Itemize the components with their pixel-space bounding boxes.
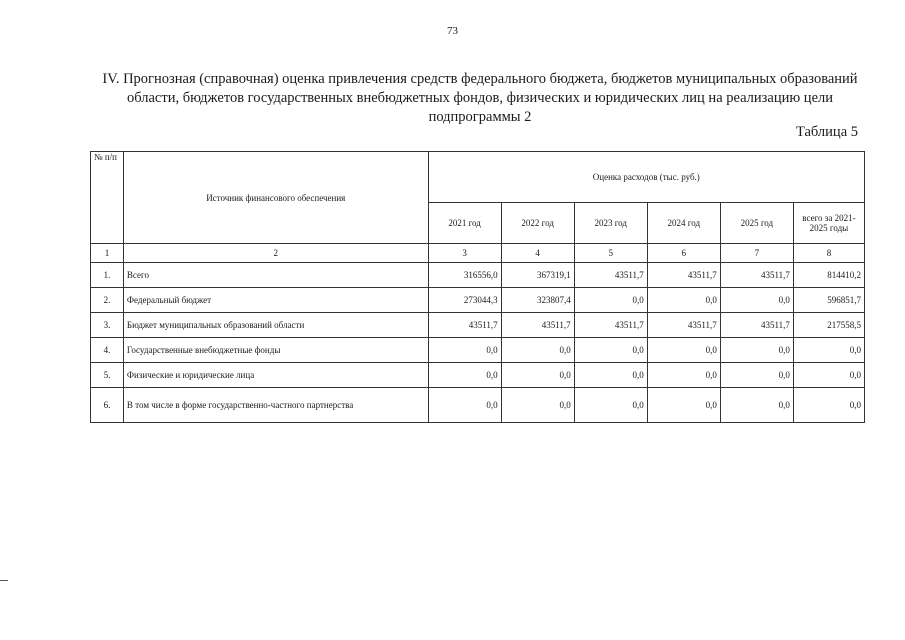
value-cell: 367319,1 xyxy=(501,263,574,288)
value-cell: 0,0 xyxy=(720,363,793,388)
table-row xyxy=(91,263,865,288)
value-cell: 273044,3 xyxy=(428,288,501,313)
header-year-2024: 2024 год xyxy=(647,203,720,244)
row-source: В том числе в форме государственно-частного партнерства xyxy=(123,388,428,423)
value-cell: 217558,5 xyxy=(793,313,864,338)
table-row xyxy=(91,313,865,338)
header-year-2023: 2023 год xyxy=(574,203,647,244)
value-cell: 43511,7 xyxy=(501,313,574,338)
value-cell: 43511,7 xyxy=(647,263,720,288)
header-source: Источник финансового обеспечения xyxy=(123,152,428,244)
value-cell: 323807,4 xyxy=(501,288,574,313)
value-cell: 0,0 xyxy=(793,363,864,388)
header-year-2022: 2022 год xyxy=(501,203,574,244)
row-source: Всего xyxy=(123,263,428,288)
header-year-2025: 2025 год xyxy=(720,203,793,244)
table-row xyxy=(91,388,865,423)
index-cell: 2 xyxy=(123,244,428,263)
row-source: Физические и юридические лица xyxy=(123,363,428,388)
value-cell: 316556,0 xyxy=(428,263,501,288)
value-cell: 0,0 xyxy=(574,338,647,363)
value-cell: 0,0 xyxy=(501,338,574,363)
section-heading: IV. Прогнозная (справочная) оценка привлечения средств федерального бюджета, бюджетов муниципальных образований области, бюджетов государственных внебюджетных фондов, физических и юридических лиц на реализацию цели подпрограммы 2 xyxy=(102,71,858,125)
value-cell: 43511,7 xyxy=(720,263,793,288)
value-cell: 0,0 xyxy=(720,388,793,423)
row-num: 1. xyxy=(91,263,124,288)
header-year-2021: 2021 год xyxy=(428,203,501,244)
value-cell: 43511,7 xyxy=(574,263,647,288)
index-cell: 6 xyxy=(647,244,720,263)
row-num: 5. xyxy=(91,363,124,388)
value-cell: 43511,7 xyxy=(428,313,501,338)
row-num: 3. xyxy=(91,313,124,338)
table-row xyxy=(91,363,865,388)
value-cell: 0,0 xyxy=(574,288,647,313)
value-cell: 0,0 xyxy=(574,363,647,388)
value-cell: 814410,2 xyxy=(793,263,864,288)
header-total: всего за 2021-2025 годы xyxy=(793,203,864,244)
value-cell: 0,0 xyxy=(647,388,720,423)
value-cell: 0,0 xyxy=(720,338,793,363)
value-cell: 596851,7 xyxy=(793,288,864,313)
row-num: 2. xyxy=(91,288,124,313)
value-cell: 0,0 xyxy=(501,388,574,423)
table-row xyxy=(91,288,865,313)
index-cell: 7 xyxy=(720,244,793,263)
value-cell: 43511,7 xyxy=(574,313,647,338)
value-cell: 0,0 xyxy=(428,388,501,423)
value-cell: 0,0 xyxy=(647,288,720,313)
index-cell: 3 xyxy=(428,244,501,263)
table-row xyxy=(91,338,865,363)
header-expense-estimate: Оценка расходов (тыс. руб.) xyxy=(428,152,864,203)
row-source: Федеральный бюджет xyxy=(123,288,428,313)
row-num: 4. xyxy=(91,338,124,363)
row-num: 6. xyxy=(91,388,124,423)
column-index-row xyxy=(91,244,865,263)
index-cell: 8 xyxy=(793,244,864,263)
value-cell: 0,0 xyxy=(647,363,720,388)
row-source: Бюджет муниципальных образований области xyxy=(123,313,428,338)
header-num: № п/п xyxy=(91,152,124,244)
row-source: Государственные внебюджетные фонды xyxy=(123,338,428,363)
value-cell: 0,0 xyxy=(720,288,793,313)
funding-estimate-table xyxy=(90,151,865,423)
index-cell: 4 xyxy=(501,244,574,263)
value-cell: 0,0 xyxy=(793,388,864,423)
value-cell: 0,0 xyxy=(647,338,720,363)
table-caption: Таблица 5 xyxy=(795,124,858,140)
margin-mark xyxy=(0,580,8,581)
value-cell: 0,0 xyxy=(428,363,501,388)
page-number: 73 xyxy=(447,25,458,37)
value-cell: 43511,7 xyxy=(720,313,793,338)
value-cell: 0,0 xyxy=(428,338,501,363)
value-cell: 0,0 xyxy=(574,388,647,423)
index-cell: 1 xyxy=(91,244,124,263)
value-cell: 43511,7 xyxy=(647,313,720,338)
header-row-top xyxy=(91,152,865,203)
value-cell: 0,0 xyxy=(501,363,574,388)
value-cell: 0,0 xyxy=(793,338,864,363)
index-cell: 5 xyxy=(574,244,647,263)
